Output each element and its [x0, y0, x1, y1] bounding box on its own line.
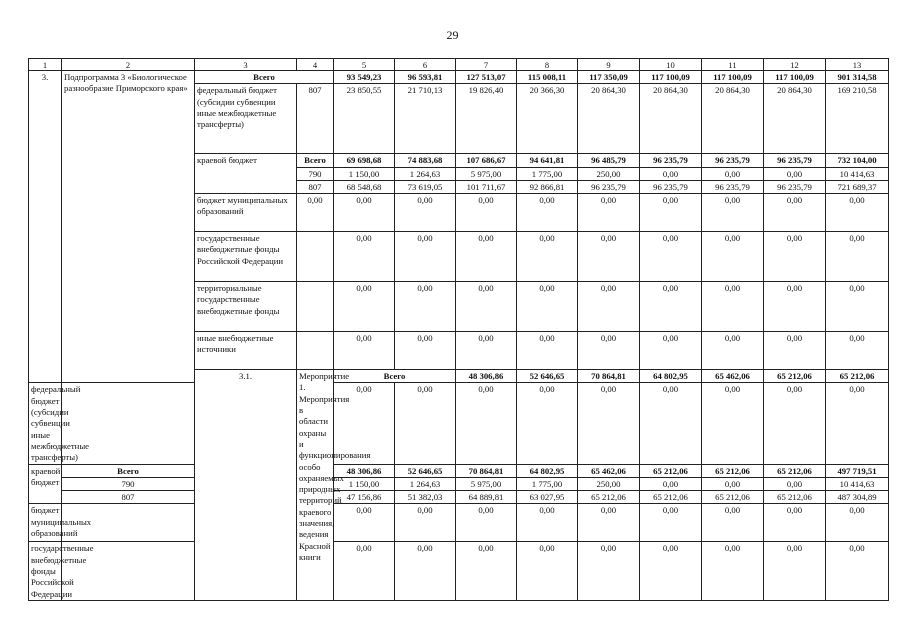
value-cell: 0,00: [456, 542, 517, 600]
value-cell: 96 235,79: [764, 180, 826, 193]
budget-table: [28, 58, 889, 601]
value-cell: 1 264,63: [395, 167, 456, 180]
value-cell: 20 864,30: [764, 84, 826, 154]
value-cell: 0,00: [578, 194, 640, 232]
header-cell: 13: [826, 59, 889, 71]
header-cell: 2: [62, 59, 195, 71]
value-cell: 20 366,30: [517, 84, 578, 154]
value-cell: 10 414,63: [826, 477, 889, 490]
value-cell: 117 350,09: [578, 71, 640, 84]
value-cell: 901 314,58: [826, 71, 889, 84]
value-cell: 101 711,67: [456, 180, 517, 193]
value-cell: 0,00: [640, 167, 702, 180]
value-cell: 127 513,07: [456, 71, 517, 84]
section-name: Подпрограмма 3 «Биологическое разнообразие Приморского края»: [62, 71, 195, 383]
value-cell: 65 462,06: [702, 370, 764, 383]
source-label: территориальные государственные внебюджетные фонды: [195, 282, 297, 332]
value-cell: 0,00: [578, 232, 640, 282]
value-cell: 52 646,65: [395, 464, 456, 477]
value-cell: 0,00: [826, 232, 889, 282]
value-cell: 0,00: [334, 282, 395, 332]
value-cell: 0,00: [702, 332, 764, 370]
code-cell: 790: [297, 167, 334, 180]
value-cell: 5 975,00: [456, 167, 517, 180]
value-cell: 0,00: [826, 383, 889, 464]
value-cell: 70 864,81: [578, 370, 640, 383]
header-cell: 3: [195, 59, 297, 71]
total-label: Всего: [195, 71, 334, 84]
value-cell: 10 414,63: [826, 167, 889, 180]
value-cell: 63 027,95: [517, 491, 578, 504]
value-cell: 0,00: [334, 504, 395, 542]
header-cell: 11: [702, 59, 764, 71]
value-cell: 65 212,06: [764, 491, 826, 504]
value-cell: 65 462,06: [578, 464, 640, 477]
value-cell: 0,00: [517, 504, 578, 542]
value-cell: 74 883,68: [395, 154, 456, 167]
value-cell: 0,00: [764, 194, 826, 232]
source-label: бюджет муниципальных образований: [29, 504, 62, 542]
code-cell: Всего: [62, 464, 195, 477]
value-cell: 0,00: [640, 477, 702, 490]
value-cell: 65 212,06: [764, 464, 826, 477]
value-cell: 0,00: [702, 504, 764, 542]
header-row: [29, 59, 889, 71]
value-cell: 96 593,81: [395, 71, 456, 84]
header-cell: 6: [395, 59, 456, 71]
value-cell: 96 235,79: [640, 180, 702, 193]
value-cell: 68 548,68: [334, 180, 395, 193]
value-cell: 0,00: [826, 504, 889, 542]
value-cell: 0,00: [456, 383, 517, 464]
value-cell: 732 104,00: [826, 154, 889, 167]
header-cell: 4: [297, 59, 334, 71]
value-cell: 0,00: [456, 332, 517, 370]
value-cell: 52 646,65: [517, 370, 578, 383]
regional-807-row: [29, 491, 889, 504]
value-cell: 117 100,09: [702, 71, 764, 84]
value-cell: 0,00: [702, 383, 764, 464]
code-cell: [297, 232, 334, 282]
value-cell: 0,00: [764, 232, 826, 282]
municipal-row: [29, 504, 889, 542]
value-cell: 96 235,79: [578, 180, 640, 193]
value-cell: 0,00: [456, 194, 517, 232]
value-cell: 70 864,81: [456, 464, 517, 477]
value-cell: 0,00: [702, 232, 764, 282]
value-cell: 64 802,95: [517, 464, 578, 477]
code-cell: [62, 383, 195, 464]
value-cell: 0,00: [764, 477, 826, 490]
value-cell: 51 382,03: [395, 491, 456, 504]
value-cell: 73 619,05: [395, 180, 456, 193]
value-cell: 0,00: [517, 383, 578, 464]
value-cell: 0,00: [826, 194, 889, 232]
source-label: государственные внебюджетные фонды Российской Федерации: [195, 232, 297, 282]
section-name: Мероприятие 1. Мероприятия в области охраны и функционирования особо охраняемых природных территорий краевого значения, ведения Красной книги: [297, 370, 334, 601]
offbudget-row: [29, 542, 889, 600]
value-cell: 0,00: [640, 232, 702, 282]
value-cell: 0,00: [640, 542, 702, 600]
section-number: 3.1.: [195, 370, 297, 601]
header-cell: 12: [764, 59, 826, 71]
total-label: Всего: [334, 370, 456, 383]
value-cell: 0,00: [517, 232, 578, 282]
value-cell: 1 775,00: [517, 167, 578, 180]
value-cell: 96 235,79: [640, 154, 702, 167]
value-cell: 1 775,00: [517, 477, 578, 490]
regional-total-row: [29, 464, 889, 477]
value-cell: 0,00: [764, 332, 826, 370]
value-cell: 0,00: [578, 383, 640, 464]
value-cell: 96 235,79: [764, 154, 826, 167]
value-cell: 0,00: [764, 383, 826, 464]
section-number: 3.: [29, 71, 62, 383]
value-cell: 1 264,63: [395, 477, 456, 490]
value-cell: 65 212,06: [826, 370, 889, 383]
regional-790-row: [29, 477, 889, 490]
header-cell: 9: [578, 59, 640, 71]
value-cell: 0,00: [640, 383, 702, 464]
value-cell: 0,00: [456, 282, 517, 332]
value-cell: 64 802,95: [640, 370, 702, 383]
value-cell: 0,00: [395, 232, 456, 282]
source-label: федеральный бюджет (субсидии субвенции иные межбюджетные трансферты): [29, 383, 62, 464]
value-cell: 115 008,11: [517, 71, 578, 84]
code-cell: Всего: [297, 154, 334, 167]
value-cell: 0,00: [702, 542, 764, 600]
value-cell: 69 698,68: [334, 154, 395, 167]
code-cell: [297, 282, 334, 332]
source-label: краевой бюджет: [29, 464, 62, 504]
value-cell: 0,00: [334, 542, 395, 600]
value-cell: 0,00: [334, 332, 395, 370]
value-cell: 0,00: [640, 282, 702, 332]
value-cell: 0,00: [395, 504, 456, 542]
value-cell: 47 156,86: [334, 491, 395, 504]
value-cell: 0,00: [517, 332, 578, 370]
value-cell: 169 210,58: [826, 84, 889, 154]
value-cell: 96 235,79: [702, 180, 764, 193]
value-cell: 0,00: [640, 332, 702, 370]
value-cell: 0,00: [702, 282, 764, 332]
value-cell: 0,00: [395, 282, 456, 332]
value-cell: 0,00: [395, 383, 456, 464]
value-cell: 0,00: [334, 232, 395, 282]
value-cell: 0,00: [517, 542, 578, 600]
value-cell: 117 100,09: [764, 71, 826, 84]
header-cell: 10: [640, 59, 702, 71]
value-cell: 0,00: [702, 477, 764, 490]
value-cell: 0,00: [764, 167, 826, 180]
value-cell: 96 485,79: [578, 154, 640, 167]
value-cell: 721 689,37: [826, 180, 889, 193]
value-cell: 107 686,67: [456, 154, 517, 167]
source-label: федеральный бюджет (субсидии субвенции иные межбюджетные трансферты): [195, 84, 297, 154]
value-cell: 497 719,51: [826, 464, 889, 477]
value-cell: 0,00: [702, 167, 764, 180]
value-cell: 0,00: [395, 542, 456, 600]
value-cell: 0,00: [764, 542, 826, 600]
value-cell: 0,00: [395, 194, 456, 232]
value-cell: 0,00: [517, 282, 578, 332]
value-cell: 65 212,06: [578, 491, 640, 504]
value-cell: 0,00: [826, 542, 889, 600]
code-cell: 807: [62, 491, 195, 504]
value-cell: 487 304,89: [826, 491, 889, 504]
value-cell: 0,00: [578, 282, 640, 332]
source-label: бюджет муниципальных образований: [195, 194, 297, 232]
value-cell: 0,00: [578, 542, 640, 600]
header-cell: 7: [456, 59, 517, 71]
value-cell: 0,00: [334, 383, 395, 464]
value-cell: 93 549,23: [334, 71, 395, 84]
value-cell: 65 212,06: [640, 491, 702, 504]
value-cell: 19 826,40: [456, 84, 517, 154]
source-label: иные внебюджетные источники: [195, 332, 297, 370]
value-cell: 0,00: [334, 194, 395, 232]
value-cell: 23 850,55: [334, 84, 395, 154]
value-cell: 250,00: [578, 167, 640, 180]
value-cell: 0,00: [578, 332, 640, 370]
value-cell: 64 889,81: [456, 491, 517, 504]
value-cell: 21 710,13: [395, 84, 456, 154]
header-cell: 5: [334, 59, 395, 71]
value-cell: 0,00: [456, 504, 517, 542]
value-cell: 94 641,81: [517, 154, 578, 167]
value-cell: 0,00: [702, 194, 764, 232]
code-cell: 790: [62, 477, 195, 490]
code-cell: 807: [297, 180, 334, 193]
value-cell: 65 212,06: [764, 370, 826, 383]
value-cell: 48 306,86: [456, 370, 517, 383]
value-cell: 20 864,30: [702, 84, 764, 154]
code-cell: 807: [297, 84, 334, 154]
value-cell: 0,00: [826, 332, 889, 370]
value-cell: 0,00: [640, 504, 702, 542]
section-total-row: [29, 71, 889, 84]
header-cell: 8: [517, 59, 578, 71]
value-cell: 0,00: [297, 194, 334, 232]
value-cell: 20 864,30: [640, 84, 702, 154]
header-cell: 1: [29, 59, 62, 71]
value-cell: 65 212,06: [640, 464, 702, 477]
value-cell: 0,00: [395, 332, 456, 370]
code-cell: [297, 332, 334, 370]
source-label: государственные внебюджетные фонды Российской Федерации: [29, 542, 62, 600]
value-cell: 117 100,09: [640, 71, 702, 84]
value-cell: 1 150,00: [334, 167, 395, 180]
value-cell: 0,00: [517, 194, 578, 232]
value-cell: 5 975,00: [456, 477, 517, 490]
value-cell: 1 150,00: [334, 477, 395, 490]
value-cell: 0,00: [456, 232, 517, 282]
page-number: 29: [446, 28, 459, 42]
value-cell: 65 212,06: [702, 491, 764, 504]
value-cell: 65 212,06: [702, 464, 764, 477]
value-cell: 0,00: [826, 282, 889, 332]
value-cell: 0,00: [640, 194, 702, 232]
value-cell: 96 235,79: [702, 154, 764, 167]
value-cell: 0,00: [764, 282, 826, 332]
value-cell: 48 306,86: [334, 464, 395, 477]
federal-row: [29, 383, 889, 464]
value-cell: 250,00: [578, 477, 640, 490]
source-label: краевой бюджет: [195, 154, 297, 194]
value-cell: 92 866,81: [517, 180, 578, 193]
value-cell: 0,00: [764, 504, 826, 542]
value-cell: 0,00: [578, 504, 640, 542]
value-cell: 20 864,30: [578, 84, 640, 154]
